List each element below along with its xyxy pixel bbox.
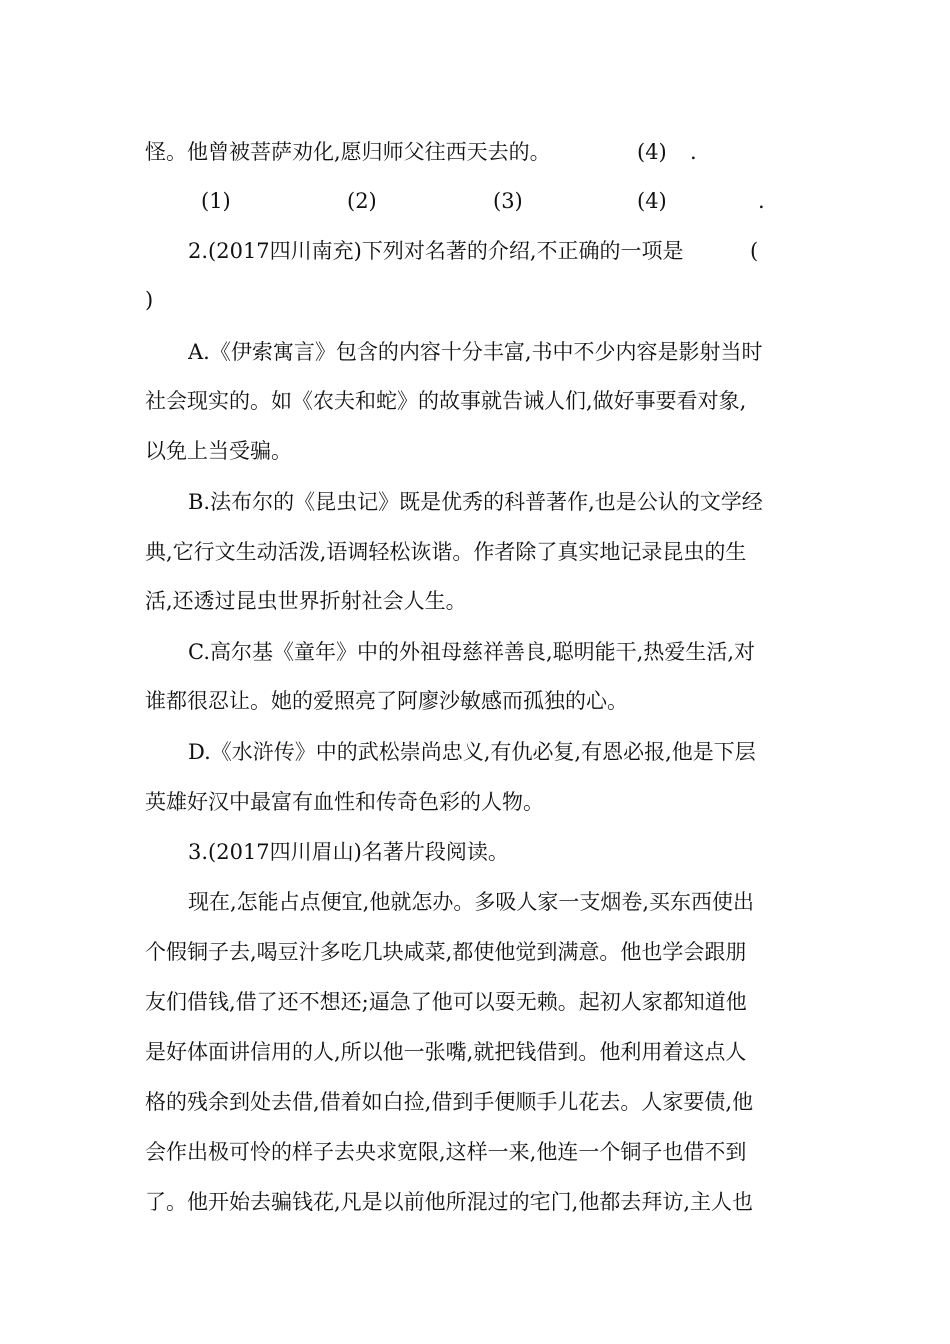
q2-option-a-line-2: 社会现实的。如《农夫和蛇》的故事就告诫人们,做好事要看对象,	[145, 389, 747, 413]
q2-stem	[188, 236, 810, 266]
q3-passage-line-4: 是好体面讲信用的人,所以他一张嘴,就把钱借到。他利用着这点人	[145, 1040, 747, 1064]
q2-option-b-line-3: 活,还透过昆虫世界折射社会人生。	[145, 589, 467, 613]
answer-blank-3: (3)	[493, 189, 523, 213]
q3-passage-line-5: 格的残余到处去借,借着如白捡,借到手便顺手儿花去。人家要债,他	[145, 1090, 754, 1114]
q2-paren-close-line	[145, 285, 810, 315]
q3-stem: 3.(2017四川眉山)名著片段阅读。	[188, 840, 509, 864]
answer-end-mark: .	[758, 189, 765, 213]
q3-passage-line-3: 友们借钱,借了还不想还;逼急了他可以耍无赖。起初人家都知道他	[145, 990, 747, 1014]
q2-stem-text: 2.(2017四川南充)下列对名著的介绍,不正确的一项是	[188, 239, 684, 263]
q3-passage-line-6: 会作出极可怜的样子去央求宽限,这样一来,他连一个铜子也借不到	[145, 1140, 747, 1164]
q2-option-c-line-2: 谁都很忍让。她的爱照亮了阿廖沙敏感而孤独的心。	[145, 689, 628, 713]
q2-option-d-line-2: 英雄好汉中最富有血性和传奇色彩的人物。	[145, 790, 544, 814]
q2-paren-close: )	[145, 288, 154, 312]
continuation-text: 怪。他曾被菩萨劝化,愿归师父往西天去的。	[145, 140, 551, 164]
q2-option-a-line-3: 以免上当受骗。	[145, 439, 292, 463]
answer-blank-4: (4)	[637, 189, 667, 213]
q3-passage-line-1: 现在,怎能占点便宜,他就怎办。多吸人家一支烟卷,买东西使出	[188, 890, 755, 914]
q3-passage-line-2: 个假铜子去,喝豆汁多吃几块咸菜,都使他觉到满意。他也学会跟朋	[145, 940, 747, 964]
continuation-end-mark: .	[690, 140, 697, 164]
q2-paren-open: (	[750, 239, 759, 263]
q2-option-b-line-1: B.法布尔的《昆虫记》既是优秀的科普著作,也是公认的文学经	[188, 490, 763, 514]
answer-blank-2: (2)	[347, 189, 377, 213]
q2-option-b-line-2: 典,它行文生动活泼,语调轻松诙谐。作者除了真实地记录昆虫的生	[145, 540, 747, 564]
q2-option-d-line-1: D.《水浒传》中的武松崇尚忠义,有仇必复,有恩必报,他是下层	[188, 740, 756, 764]
q2-option-a-line-1: A.《伊索寓言》包含的内容十分丰富,书中不少内容是影射当时	[188, 340, 763, 364]
q3-passage-line-7: 了。他开始去骗钱花,凡是以前他所混过的宅门,他都去拜访,主人也	[145, 1190, 754, 1214]
continuation-blank-label: (4)	[637, 140, 667, 164]
answer-blank-1: (1)	[201, 189, 231, 213]
q2-option-c-line-1: C.高尔基《童年》中的外祖母慈祥善良,聪明能干,热爱生活,对	[188, 640, 756, 664]
continuation-line	[145, 137, 810, 167]
